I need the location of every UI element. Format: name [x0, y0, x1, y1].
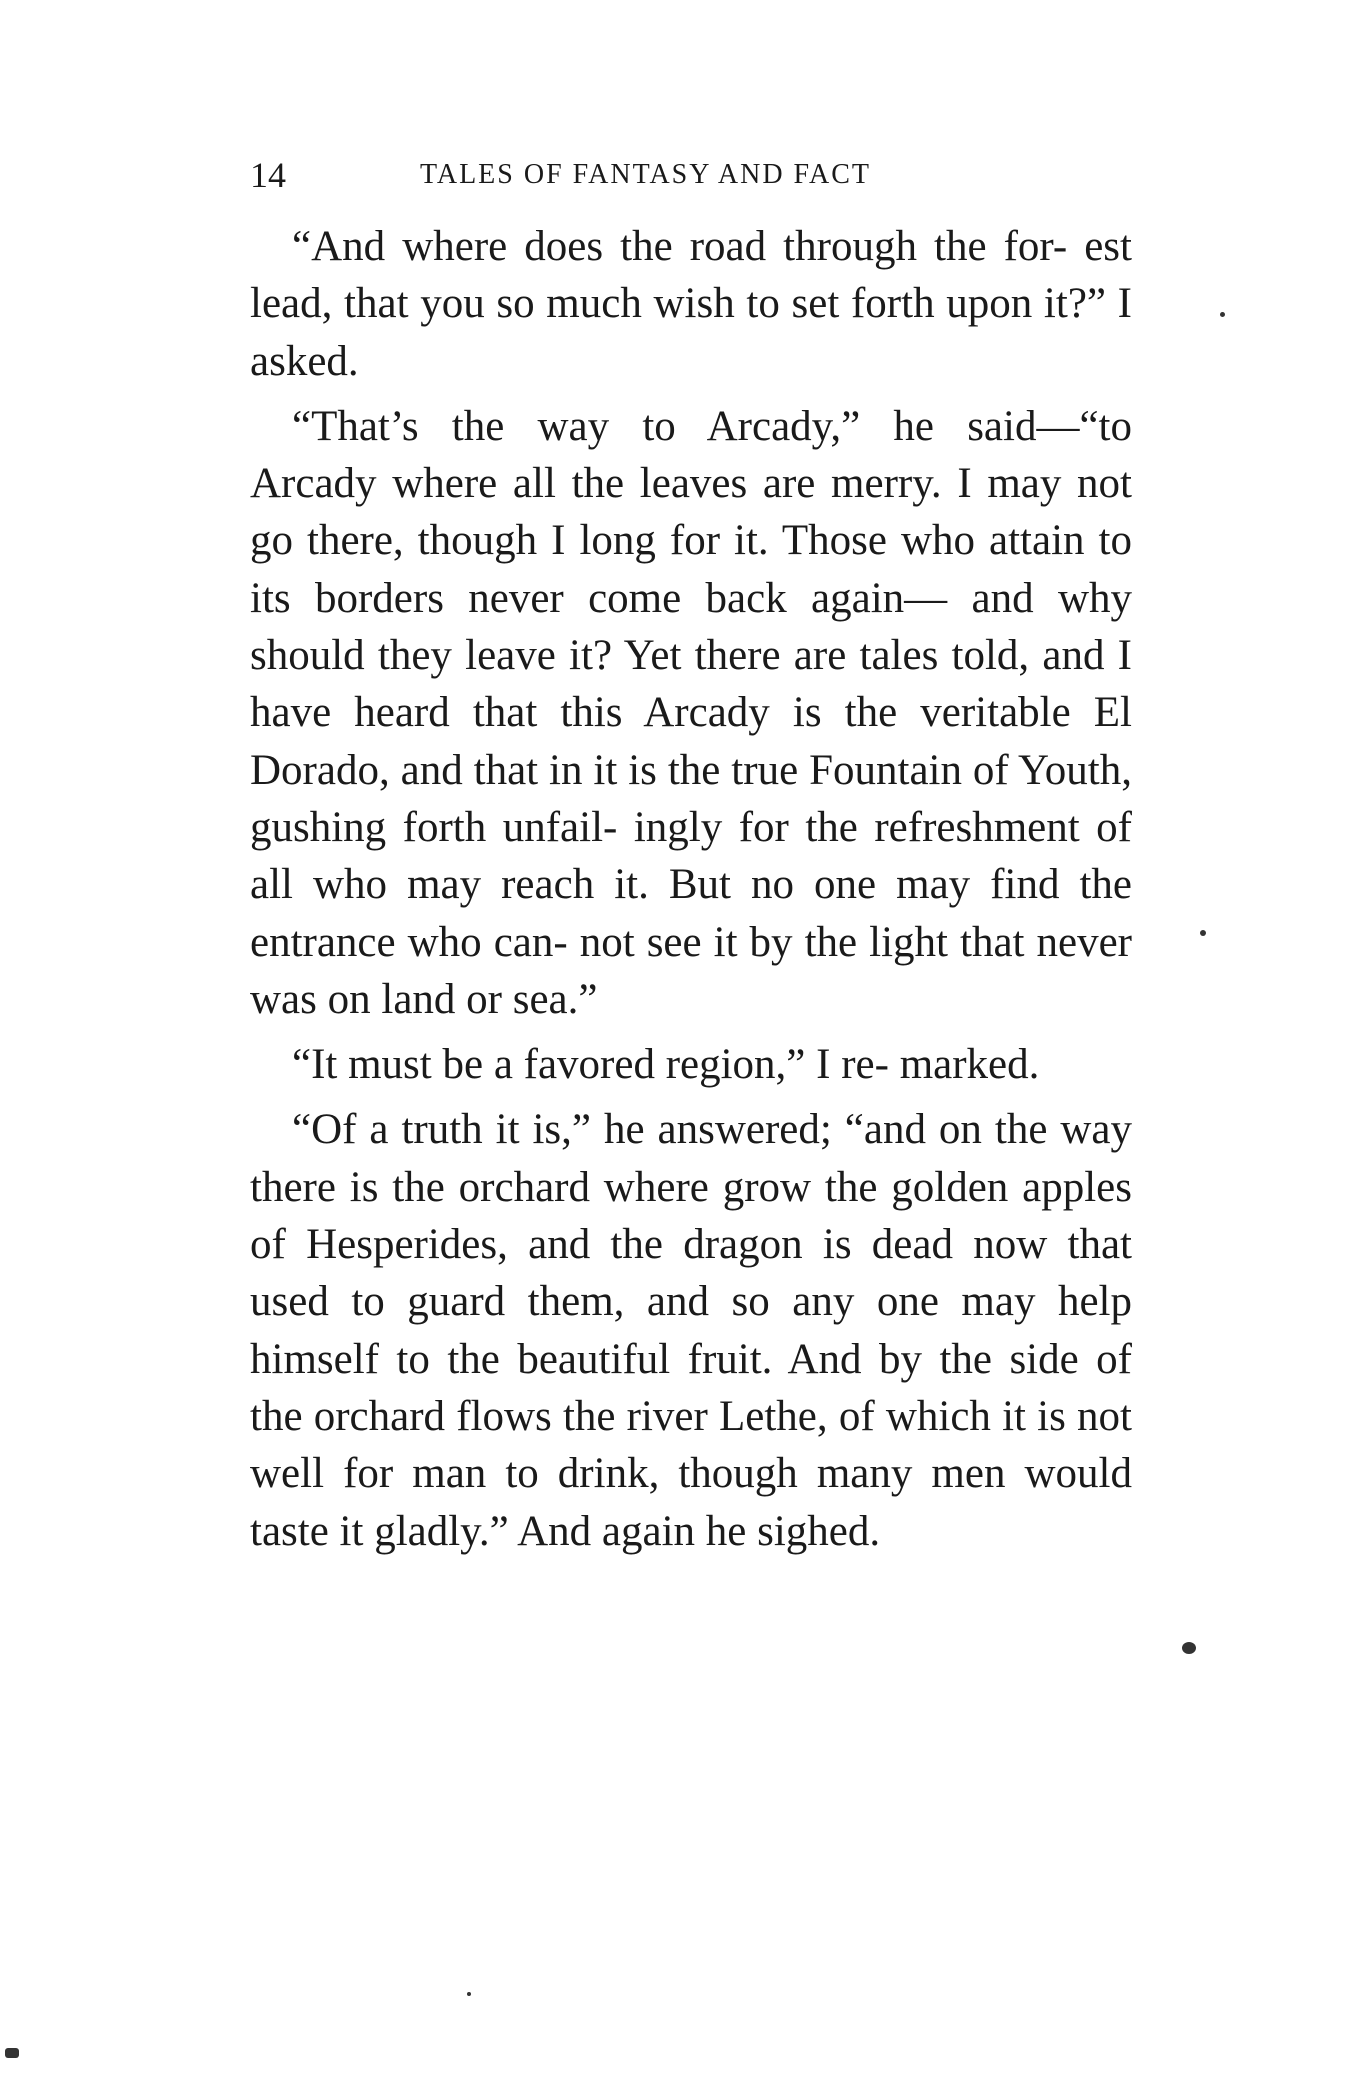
paragraph: “And where does the road through the for- est lead, that you so much wish to set forth upon it?” I asked. [250, 223, 1132, 385]
page-header [250, 150, 1150, 200]
ink-speck [467, 1992, 471, 1996]
ink-speck [1220, 312, 1225, 317]
paragraph: “That’s the way to Arcady,” he said—“to Arcady where all the leaves are merry. I may not go there, though I long for it. Those who attain to its borders never come back again— and why should they leave it? Yet there are tales told, and I have heard that this Arcady is the veritable El Dorado, and that in it is the true Fountain of Youth, gushing forth unfail- ingly for the refreshment of all who may reach it. But no one may find the entrance who can- not see it by the light that never was on land or sea.” [250, 402, 1132, 1023]
body-text [250, 218, 1132, 1568]
paragraph: “It must be a favored region,” I re- marked. [292, 1041, 1040, 1089]
running-head: TALES OF FANTASY AND FACT [420, 159, 872, 190]
ink-speck [5, 2048, 19, 2058]
page-number: 14 [250, 155, 286, 195]
paragraph: “Of a truth it is,” he answered; “and on the way there is the orchard where grow the golden apples of Hesperides, and the dragon is dead now that used to guard them, and so any one may help himself to the beautiful fruit. And by the side of the orchard flows the river Lethe, of which it is not well for man to drink, though many men would taste it gladly.” And again he sighed. [250, 1106, 1132, 1555]
ink-speck [1182, 1642, 1196, 1654]
ink-speck [1200, 930, 1206, 936]
